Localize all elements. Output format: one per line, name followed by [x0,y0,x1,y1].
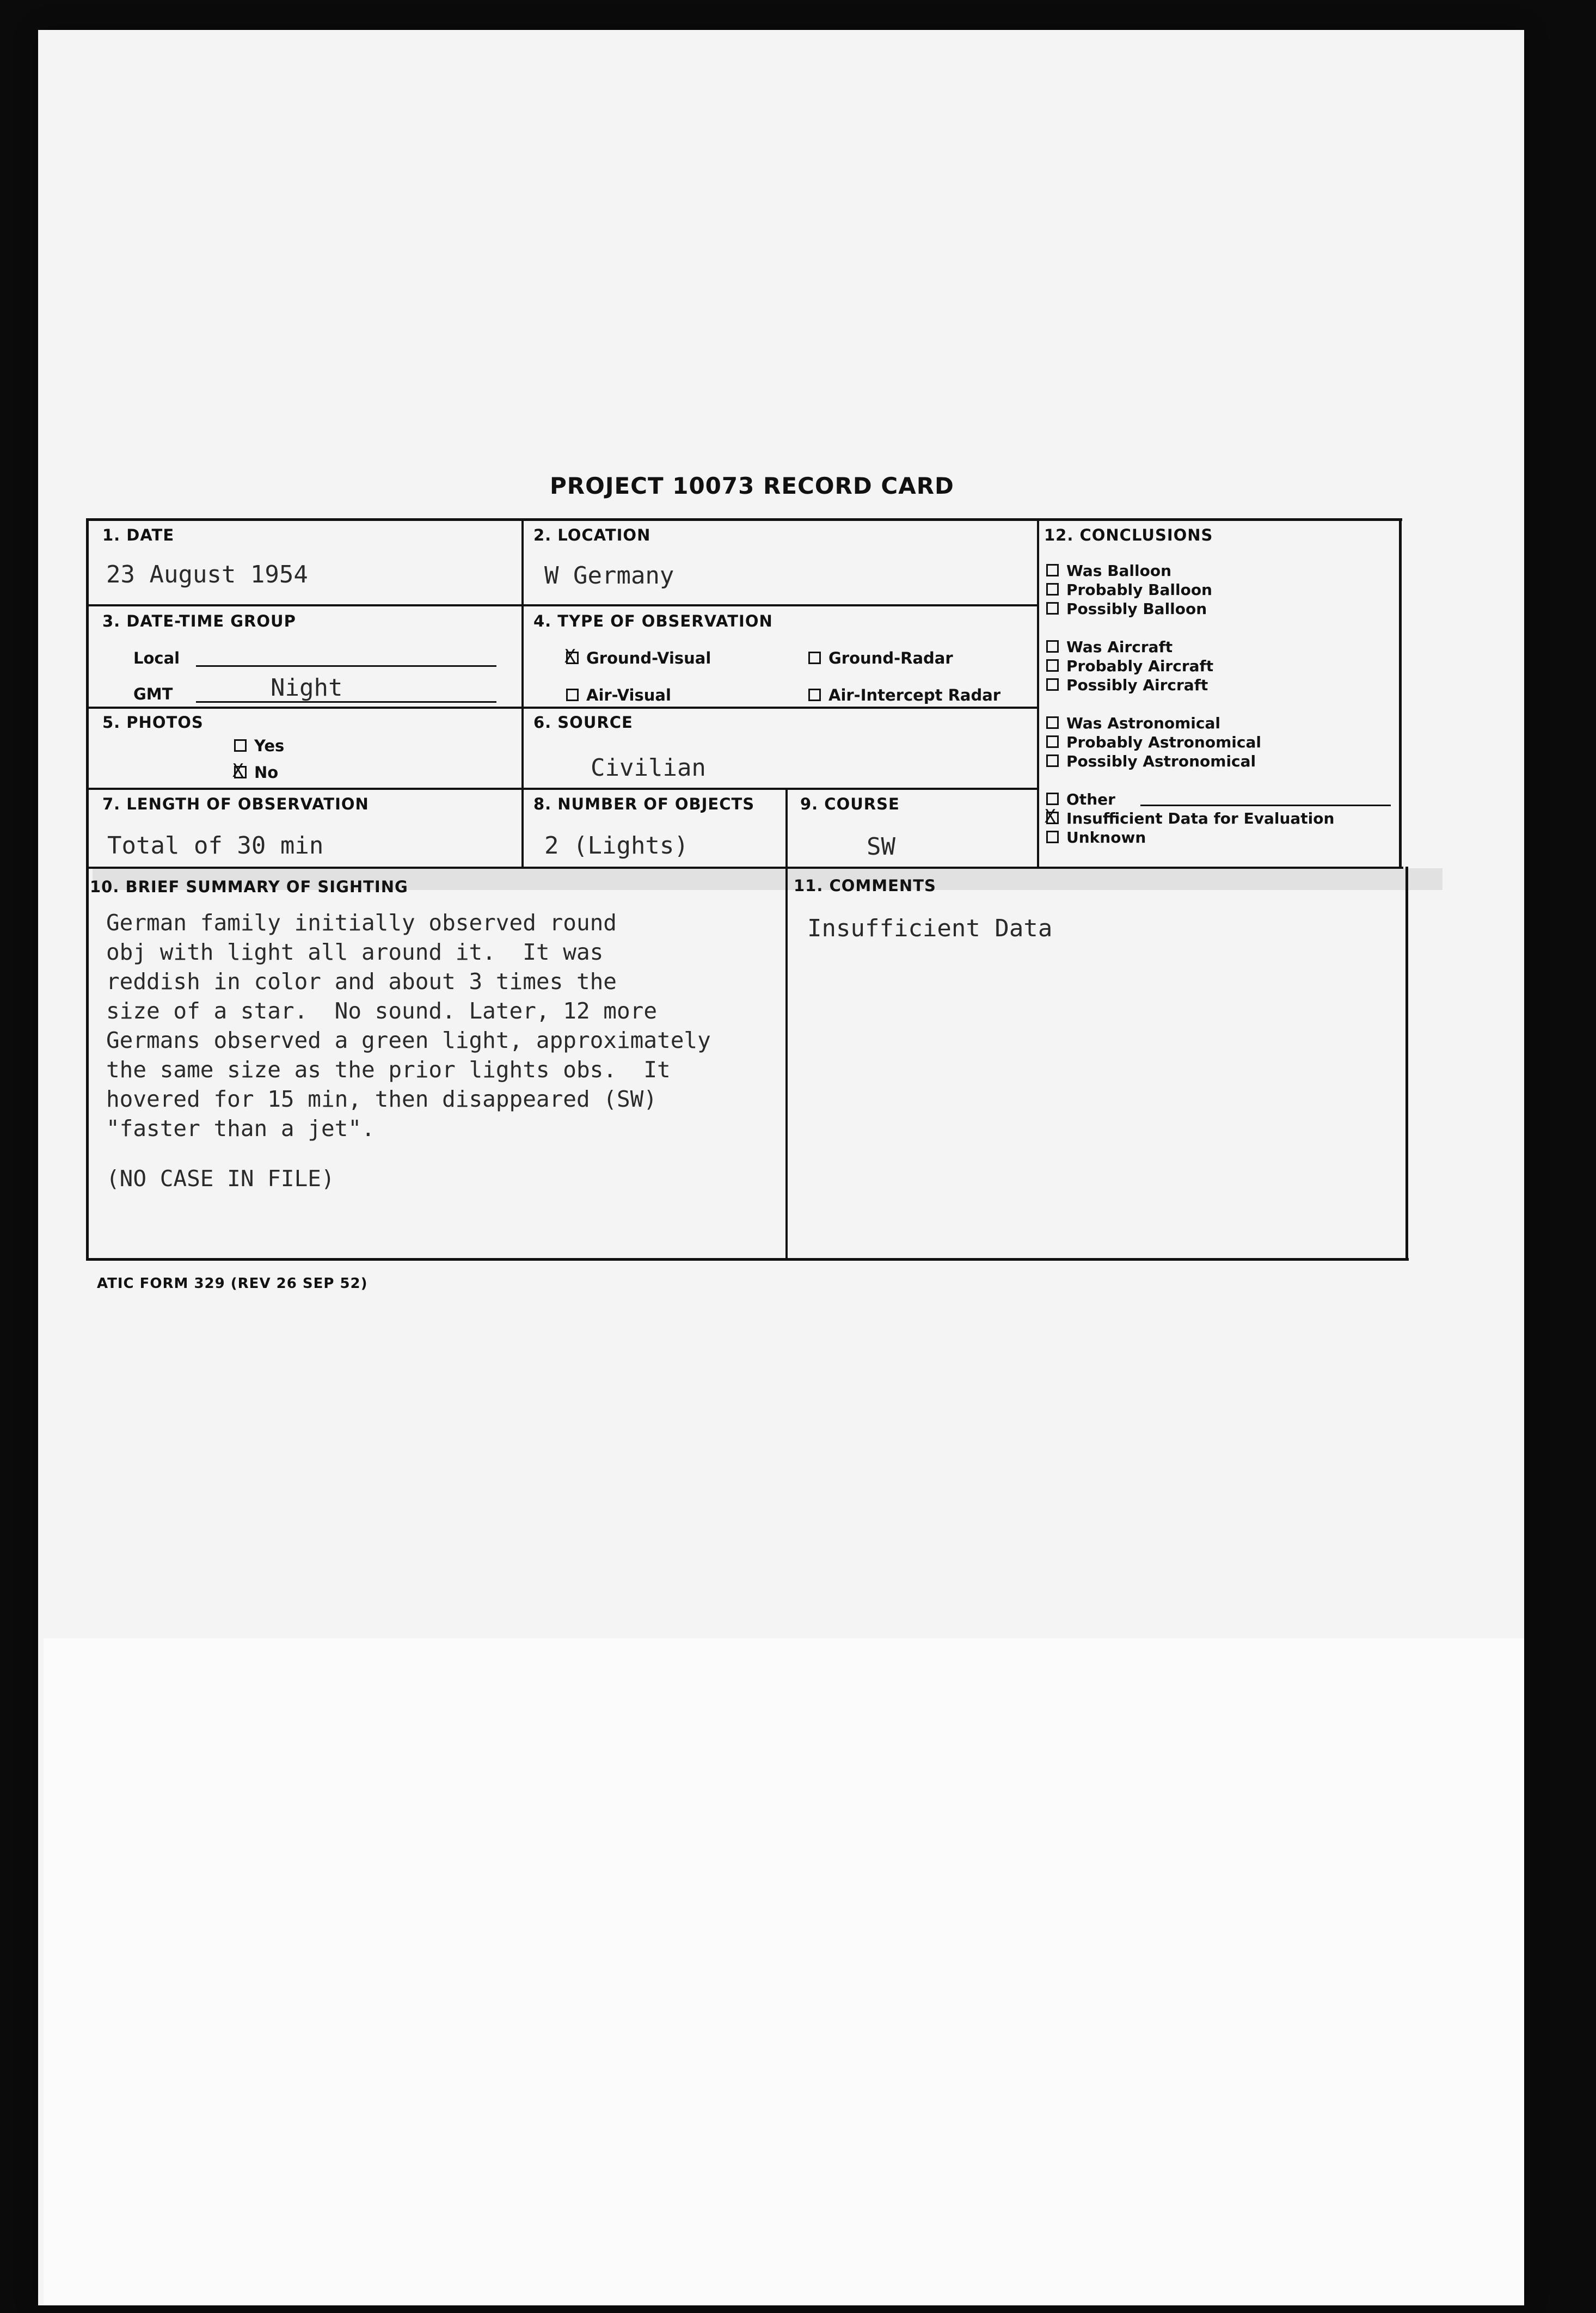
checkbox-icon [1046,583,1059,596]
photos-label: 5. PHOTOS [102,713,204,732]
gmt-line [196,701,496,703]
checkbox-icon [1046,716,1059,729]
conclusion-probably-aircraft[interactable]: Probably Aircraft [1046,657,1213,675]
type-label: 4. TYPE OF OBSERVATION [533,612,773,630]
conclusion-possibly-astronomical[interactable]: Possibly Astronomical [1046,752,1256,770]
summary-note: (NO CASE IN FILE) [106,1165,335,1192]
checkbox-checked-icon [1046,812,1059,824]
conclusions-label: 12. CONCLUSIONS [1044,526,1213,544]
summary-line: reddish in color and about 3 times the [106,968,617,995]
summary-line: hovered for 15 min, then disappeared (SW) [106,1086,658,1112]
summary-text [106,908,781,1193]
conclusion-insufficient-data[interactable]: XInsufficient Data for Evaluation [1046,809,1334,827]
checkbox-icon [1046,831,1059,843]
card-title: PROJECT 10073 RECORD CARD [550,473,954,499]
photos-option-no[interactable]: XNo [234,763,278,782]
checkbox-icon [1046,678,1059,691]
local-line [196,665,496,667]
checkbox-checked-icon [566,652,579,664]
location-value: W Germany [544,562,674,590]
objects-value: 2 (Lights) [544,832,689,860]
conclusion-possibly-balloon[interactable]: Possibly Balloon [1046,600,1207,618]
checkbox-icon [1046,640,1059,653]
conclusion-was-aircraft[interactable]: Was Aircraft [1046,638,1173,656]
type-option-ground-radar[interactable]: Ground-Radar [808,649,953,667]
summary-line: the same size as the prior lights obs. It [106,1057,671,1083]
checkbox-icon [808,689,821,701]
gmt-value: Night [271,674,343,702]
local-label: Local [133,649,180,667]
datetime-label: 3. DATE-TIME GROUP [102,612,296,630]
checkbox-icon [234,739,247,752]
checkbox-checked-icon [234,766,247,778]
gmt-label: GMT [133,685,173,703]
source-value: Civilian [591,754,706,782]
checkbox-icon [1046,793,1059,805]
type-option-air-intercept-radar[interactable]: Air-Intercept Radar [808,686,1000,704]
checkbox-icon [1046,602,1059,615]
checkbox-icon [808,652,821,664]
photos-option-yes[interactable]: Yes [234,737,284,755]
summary-line: German family initially observed round [106,910,617,936]
source-label: 6. SOURCE [533,713,633,732]
summary-line: size of a star. No sound. Later, 12 more [106,998,658,1024]
comments-label: 11. COMMENTS [794,876,936,895]
conclusion-unknown[interactable]: Unknown [1046,829,1146,846]
objects-label: 8. NUMBER OF OBJECTS [533,795,755,813]
checkbox-icon [1046,735,1059,748]
type-option-air-visual[interactable]: Air-Visual [566,686,671,704]
checkbox-icon [1046,754,1059,767]
conclusion-possibly-aircraft[interactable]: Possibly Aircraft [1046,676,1208,694]
summary-line: "faster than a jet". [106,1115,375,1142]
other-line [1140,805,1391,806]
summary-line: obj with light all around it. It was [106,939,604,965]
course-value: SW [867,833,895,861]
conclusion-probably-balloon[interactable]: Probably Balloon [1046,581,1212,599]
course-label: 9. COURSE [800,795,900,813]
conclusion-other[interactable]: Other [1046,790,1115,808]
date-value: 23 August 1954 [106,561,308,588]
length-value: Total of 30 min [107,832,324,860]
type-option-ground-visual[interactable]: XGround-Visual [566,649,711,667]
paper-lower-sheet [44,1639,1524,2305]
location-label: 2. LOCATION [533,526,651,544]
summary-label: 10. BRIEF SUMMARY OF SIGHTING [90,878,408,896]
conclusion-probably-astronomical[interactable]: Probably Astronomical [1046,733,1261,751]
summary-line: Germans observed a green light, approximately [106,1027,711,1053]
checkbox-icon [1046,564,1059,576]
conclusion-was-astronomical[interactable]: Was Astronomical [1046,714,1220,732]
form-number: ATIC FORM 329 (REV 26 SEP 52) [97,1275,368,1292]
checkbox-icon [566,689,579,701]
comments-value: Insufficient Data [807,915,1053,942]
checkbox-icon [1046,659,1059,672]
length-label: 7. LENGTH OF OBSERVATION [102,795,369,813]
date-label: 1. DATE [102,526,175,544]
conclusion-was-balloon[interactable]: Was Balloon [1046,562,1171,580]
